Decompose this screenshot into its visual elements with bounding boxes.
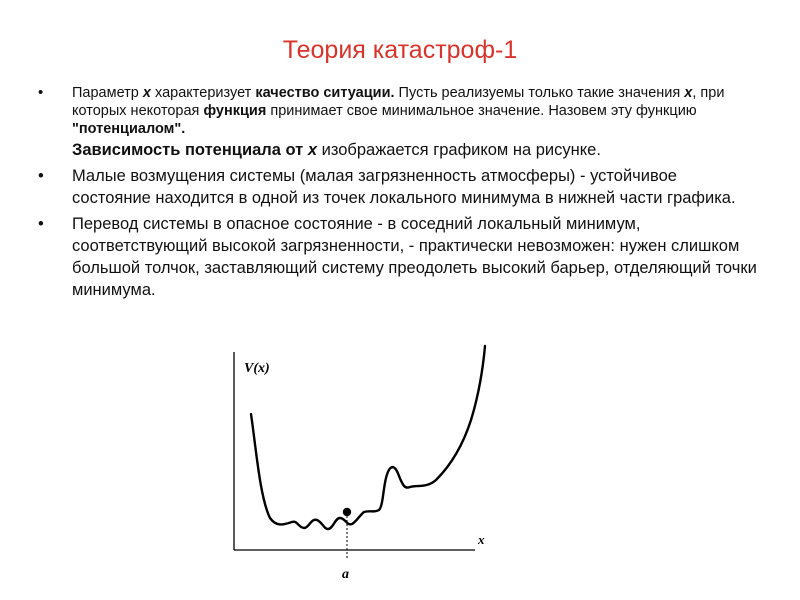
x-axis-label: x: [478, 532, 485, 547]
text-span: Параметр: [72, 85, 143, 101]
bullet-item-parameter: [38, 84, 758, 161]
point-label-a: a: [342, 567, 349, 582]
potential-graph-svg: [200, 338, 510, 588]
text-span: характеризует: [150, 85, 256, 101]
variable-x: x: [142, 85, 151, 101]
bold-term-potential: "потенциалом".: [72, 121, 186, 137]
text-span: Пусть реализуемы только такие значения: [394, 85, 685, 101]
bullet-item-small-perturbations: [38, 165, 758, 209]
potential-curve: [251, 346, 485, 529]
text-span: , при которых некоторая: [72, 85, 725, 119]
ball-marker: [343, 508, 351, 516]
bullet-text-small-perturbations: Малые возмущения системы (малая загрязненность атмосферы) - устойчивое состояние находится в одной из точек локального минимума в нижней части графика.: [72, 167, 736, 207]
bullet-text-dangerous-state: Перевод системы в опасное состояние - в соседний локальный минимум, соответствующий высокой загрязненности, - практически невозможен: нужен слишком большой толчок, заставляющий систему преодолеть высокий барьер, отделяющий точки минимума.: [72, 215, 757, 299]
bold-term-dependency: Зависимость потенциала от: [72, 141, 308, 159]
bullet-dot-icon: •: [38, 84, 44, 101]
text-span: изображается графиком на рисунке.: [317, 141, 601, 159]
bullet-text-dependency: [72, 139, 758, 161]
text-span: принимает свое минимальное значение. Назовем эту функцию: [266, 103, 697, 119]
y-axis-label: V(x): [244, 361, 270, 376]
variable-x: x: [684, 85, 693, 101]
bullet-dot-icon: •: [38, 215, 44, 233]
bullet-item-dangerous-state: [38, 213, 758, 301]
bullet-text-parameter: [72, 84, 758, 138]
variable-x: x: [307, 141, 318, 159]
bold-term-function: функция: [203, 103, 267, 119]
slide-title: Теория катастроф-1: [282, 36, 518, 64]
bullet-dot-icon: •: [38, 167, 44, 185]
bold-term-quality: качество ситуации.: [255, 85, 395, 101]
potential-graph: [200, 338, 510, 593]
bullet-list: [38, 84, 758, 301]
